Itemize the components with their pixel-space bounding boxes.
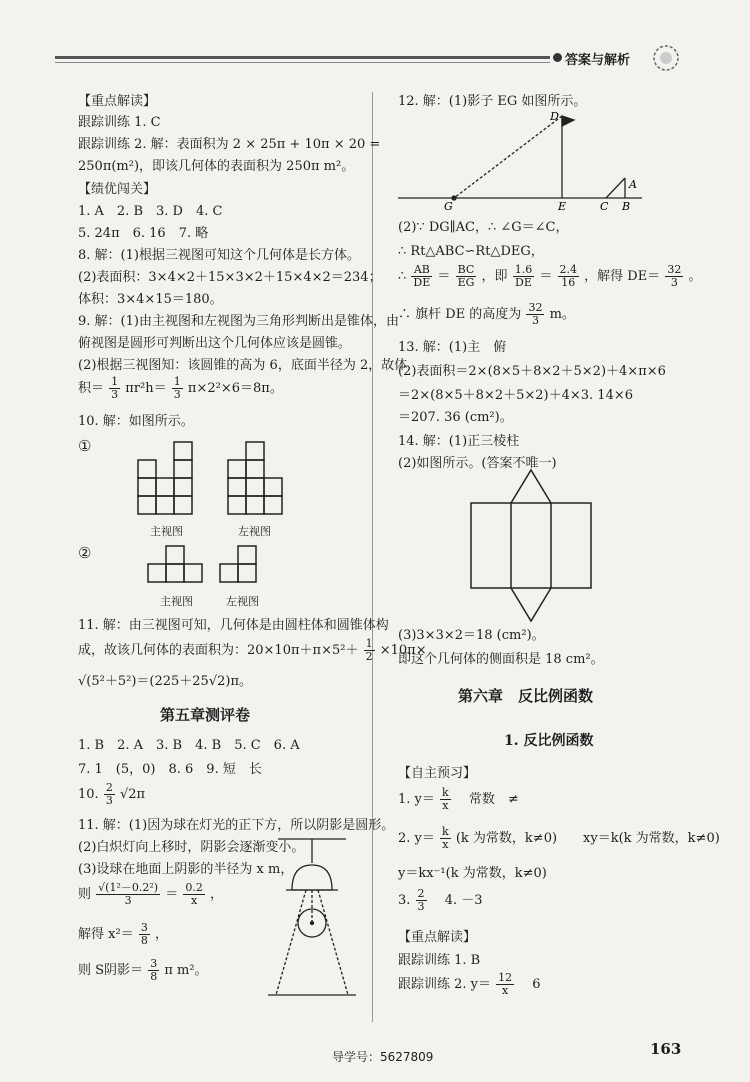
- numerator: 1: [111, 375, 119, 388]
- header-rule-thin: [55, 62, 550, 63]
- fraction: [104, 782, 115, 807]
- numerator: k: [442, 825, 449, 838]
- denominator: x: [191, 894, 198, 907]
- fraction: [148, 958, 159, 983]
- text: π×2²×6＝8π。: [187, 381, 283, 396]
- header-title: 答案与解析: [565, 53, 631, 68]
- section-title: 1. 反比例函数: [504, 733, 594, 749]
- denominator: DE: [413, 276, 431, 289]
- denominator: 3: [173, 388, 181, 401]
- circle-number: ②: [78, 544, 92, 562]
- formula-line: [398, 972, 541, 997]
- fraction: [526, 302, 544, 327]
- text-line: 跟踪训练 1. B: [398, 953, 481, 968]
- label-A: A: [629, 178, 637, 191]
- text-line: (3)3×3×2＝18 (cm²)。: [398, 628, 545, 643]
- fraction: [440, 787, 451, 812]
- text-line: 跟踪训练 1. C: [78, 115, 161, 130]
- formula-line: [78, 922, 168, 947]
- formula-line: [78, 882, 223, 907]
- denominator: 8: [150, 970, 158, 983]
- numerator: 32: [528, 301, 543, 314]
- fraction: [183, 882, 205, 907]
- denominator: EG: [457, 276, 475, 289]
- formula-line: [78, 376, 283, 401]
- numerator: 2: [105, 781, 113, 794]
- fraction: [665, 264, 683, 289]
- label-E: E: [558, 200, 567, 213]
- formula-line: [398, 787, 519, 812]
- text-line: 5. 24π 6. 16 7. 略: [78, 226, 209, 241]
- fraction: [139, 922, 150, 947]
- formula-line: [78, 638, 427, 663]
- text: 成，故该几何体的表面积为：20×10π＋π×5²＋: [78, 643, 359, 658]
- text: ，即: [481, 269, 508, 284]
- numerator: 3: [140, 921, 148, 934]
- text: (k 为常数，k≠0) xy＝k(k 为常数，k≠0): [455, 831, 720, 846]
- text-line: (2)∵ DG∥AC，∴ ∠G＝∠C，: [398, 220, 569, 235]
- denominator: x: [502, 984, 509, 997]
- formula-line: [398, 826, 720, 851]
- formula-line: [398, 302, 575, 327]
- text: 积＝: [78, 381, 105, 396]
- text: m。: [549, 307, 575, 322]
- denominator: 3: [105, 794, 113, 807]
- text: ＝: [165, 887, 179, 902]
- caption-main-view: 主视图: [160, 595, 193, 608]
- text: ，解得 DE＝: [584, 269, 661, 284]
- denominator: 3: [111, 388, 119, 401]
- text: ，: [210, 887, 224, 902]
- denominator: 3: [531, 314, 539, 327]
- fraction: [109, 376, 120, 401]
- text-line: 体积：3×4×15＝180。: [78, 292, 223, 307]
- text-line: (2)根据三视图知：该圆锥的高为 6，底面半径为 2，故体: [78, 358, 408, 373]
- column-divider: [372, 92, 373, 1022]
- fraction: [416, 888, 427, 913]
- text: ＝: [437, 269, 451, 284]
- formula-line: [398, 264, 701, 289]
- denominator: 3: [417, 900, 425, 913]
- section-preview: 【自主预习】: [398, 766, 477, 781]
- text: π m²。: [164, 963, 208, 978]
- numerator: 3: [150, 957, 158, 970]
- page-number: 163: [650, 1040, 682, 1058]
- text: 2. y＝: [398, 831, 435, 846]
- numerator: 1.6: [514, 263, 533, 276]
- text-line: ＝207. 36 (cm²)。: [398, 410, 513, 425]
- lamp-ball-figure: [262, 835, 362, 1005]
- fraction: [172, 376, 183, 401]
- caption-left-view: 左视图: [238, 525, 271, 538]
- section-key-points: 【重点解读】: [398, 930, 477, 945]
- text: ×10π×: [379, 643, 427, 658]
- text-line: 14. 解：(1)正三棱柱: [398, 434, 520, 449]
- denominator: x: [442, 838, 449, 851]
- text-line: 12. 解：(1)影子 EG 如图所示。: [398, 94, 587, 109]
- text-line: 跟踪训练 2. 解：表面积为 2 × 25π + 10π × 20 =: [78, 137, 381, 152]
- fraction: [496, 972, 514, 997]
- section-excellence: 【绩优闯关】: [78, 182, 157, 197]
- section-key-points: 【重点解读】: [78, 94, 157, 109]
- text-line: ∴ Rt△ABC∽Rt△DEG，: [398, 244, 544, 259]
- text-line: 9. 解：(1)由主视图和左视图为三角形判断出是锥体，由: [78, 314, 399, 329]
- header-ornament-icon: [648, 40, 684, 76]
- denominator: 8: [140, 934, 148, 947]
- text-line: (2)表面积＝2×(8×5＋8×2＋5×2)＋4×π×6: [398, 364, 666, 379]
- fraction: [96, 882, 160, 907]
- denominator: 2: [365, 650, 373, 663]
- numerator: 2: [417, 887, 425, 900]
- denominator: DE: [515, 276, 532, 289]
- numerator: 0.2: [185, 881, 203, 894]
- label-D: D: [550, 110, 559, 123]
- numerator: AB: [411, 264, 432, 277]
- denominator: 3: [670, 276, 678, 289]
- text: ∴: [398, 269, 407, 284]
- denominator: x: [442, 799, 449, 812]
- text-line: 13. 解：(1)主 俯: [398, 340, 507, 355]
- numerator: 1: [365, 637, 373, 650]
- formula-line: [78, 958, 208, 983]
- text-line: (3)设球在地面上阴影的半径为 x m，: [78, 862, 294, 877]
- fraction: [411, 264, 432, 289]
- text-line: (2)白炽灯向上移时，阴影会逐渐变小。: [78, 840, 305, 855]
- text-line: √(5²＋5²)＝(225＋25√2)π。: [78, 674, 252, 689]
- text: 。: [688, 269, 702, 284]
- text-line: (2)如图所示。(答案不唯一): [398, 456, 557, 471]
- fraction: [440, 826, 451, 851]
- text: 常数 ≠: [455, 792, 519, 807]
- text-line: 7. 1 (5，0) 8. 6 9. 短 长: [78, 762, 262, 777]
- numerator: 2.4: [559, 263, 577, 276]
- denominator: 3: [124, 894, 132, 907]
- label-C: C: [600, 200, 609, 213]
- formula-line: [398, 888, 483, 913]
- flagpole-shadow-figure: [392, 108, 652, 213]
- chapter6-title: 第六章 反比例函数: [458, 687, 594, 705]
- numerator: 12: [498, 971, 513, 984]
- text-line: 250π(m²)，即该几何体的表面积为 250π m²。: [78, 159, 355, 174]
- text: 解得 x²＝: [78, 927, 134, 942]
- text-line: y＝kx⁻¹(k 为常数，k≠0): [398, 866, 547, 881]
- label-B: B: [622, 200, 631, 213]
- header-dot-icon: [553, 53, 562, 62]
- text: 跟踪训练 2. y＝: [398, 977, 492, 992]
- formula-line: [78, 782, 145, 807]
- three-view-figure-2: [140, 542, 280, 592]
- header-rule: [55, 56, 550, 59]
- text: ，: [154, 927, 168, 942]
- chapter5-test-title: 第五章测评卷: [160, 706, 251, 724]
- text: πr²h＝: [125, 381, 167, 396]
- numerator: k: [442, 786, 449, 799]
- text: ＝: [539, 269, 553, 284]
- caption-left-view: 左视图: [226, 595, 259, 608]
- text-line: 俯视图是圆形可判断出这个几何体应该是圆锥。: [78, 336, 352, 351]
- text-line: 8. 解：(1)根据三视图可知这个几何体是长方体。: [78, 248, 360, 263]
- guide-number: 导学号：5627809: [332, 1050, 434, 1064]
- text-line: 11. 解：(1)因为球在灯光的正下方，所以阴影是圆形。: [78, 818, 395, 833]
- text: √2π: [119, 787, 146, 802]
- numerator: 1: [173, 375, 181, 388]
- text-line: (2)表面积：3×4×2＋15×3×2＋15×4×2＝234；: [78, 270, 382, 285]
- text-line: 11. 解：由三视图可知，几何体是由圆柱体和圆锥体构: [78, 618, 389, 633]
- fraction: [456, 264, 477, 289]
- text-line: 1. B 2. A 3. B 4. B 5. C 6. A: [78, 738, 300, 753]
- text: 则: [78, 887, 92, 902]
- fraction: [513, 264, 535, 289]
- text-line: 1. A 2. B 3. D 4. C: [78, 204, 223, 219]
- text: 10.: [78, 787, 99, 802]
- fraction: [364, 638, 375, 663]
- circle-number: ①: [78, 437, 92, 455]
- text: 1. y＝: [398, 792, 435, 807]
- label-G: G: [444, 200, 453, 213]
- numerator: √(1²－0.2²): [98, 881, 159, 894]
- numerator: BC: [456, 264, 477, 277]
- text-line: ＝2×(8×5＋8×2＋5×2)＋4×3. 14×6: [398, 388, 634, 403]
- text: ∴ 旗杆 DE 的高度为: [398, 307, 522, 322]
- caption-main-view: 主视图: [150, 525, 183, 538]
- text-line: 10. 解：如图所示。: [78, 414, 194, 429]
- denominator: 16: [561, 276, 576, 289]
- text: 6: [519, 977, 541, 992]
- text: 3.: [398, 893, 411, 908]
- fraction: [558, 264, 580, 289]
- text: 4. －3: [431, 893, 483, 908]
- text-line: 即这个几何体的侧面积是 18 cm²。: [398, 652, 604, 667]
- text: 则 S阴影＝: [78, 963, 144, 978]
- numerator: 32: [667, 263, 682, 276]
